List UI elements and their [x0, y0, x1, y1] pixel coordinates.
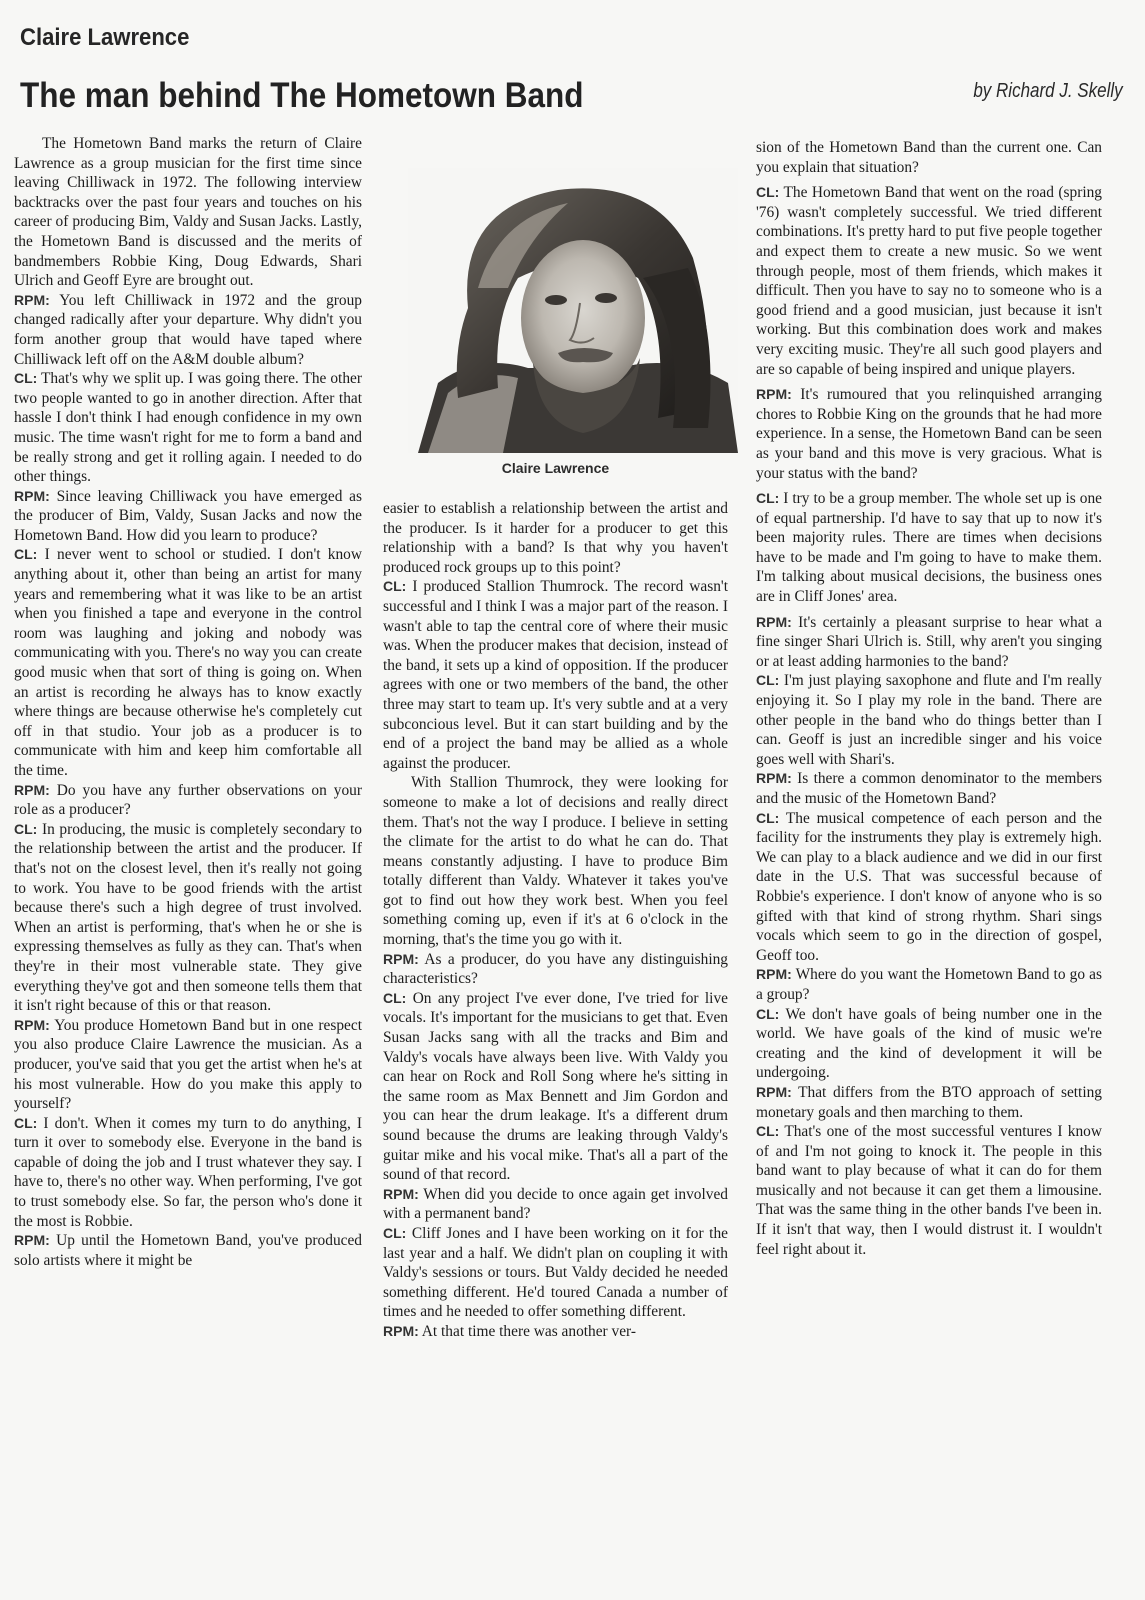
speaker-label: RPM: [756, 770, 792, 787]
article-column-1 [14, 134, 362, 1270]
article-headline: The man behind The Hometown Band [20, 76, 584, 115]
interview-paragraph [756, 1005, 1102, 1083]
speaker-label: CL: [756, 490, 780, 507]
speaker-label: RPM: [383, 1185, 419, 1202]
paragraph-text: At that time there was another ver- [421, 1322, 637, 1340]
paragraph-text: I never went to school or studied. I don't know anything about it, other than being an artist for many years and remembering what it was like to be an artist when you finished a tape and everyone in the control room was laughing and joking and nobody was communicating with you. There's no way you can create good music when that sort of thing is going on. When an artist is recording he always has to know exactly where things are because otherwise he's completely cut off in that studio. Your job as a producer is to communicate with him and keep him comfortable all the time. [14, 546, 362, 779]
speaker-label: RPM: [383, 950, 419, 967]
speaker-label: RPM: [14, 781, 50, 798]
speaker-label: CL: [756, 672, 780, 689]
paragraph-text: Cliff Jones and I have been working on it for the last year and a half. We didn't plan on coupling it with Valdy's sessions or tours. But Valdy decided he needed something different. He'd toured Canada a number of times and he needed to offer something different. [383, 1224, 728, 1321]
interview-paragraph [383, 1185, 728, 1224]
speaker-label: CL: [14, 370, 38, 387]
interview-paragraph [14, 1231, 362, 1270]
paragraph-text: That's why we split up. I was going there. The other two people wanted to go in another direction. After that hassle I don't think I had enough confidence in my own music. The time wasn't right for me to form a band and be really strong and get it rolling again. I needed to do other things. [14, 370, 362, 486]
interview-paragraph [383, 950, 728, 989]
speaker-label: RPM: [14, 487, 50, 504]
speaker-label: CL: [14, 820, 38, 837]
interview-paragraph [756, 1083, 1102, 1122]
portrait-photo [408, 168, 738, 453]
speaker-label: RPM: [756, 1083, 792, 1100]
speaker-label: CL: [756, 809, 780, 826]
speaker-label: CL: [383, 989, 407, 1006]
interview-paragraph [383, 577, 728, 773]
paragraph-text: I'm just playing saxophone and flute and I'm really enjoying it. So I play my role in the band. There are other people in the band who do things better than I can. Geoff is just an incredible singer and his voice goes well with Shari's. [756, 672, 1102, 768]
interview-paragraph [14, 820, 362, 1016]
paragraph-text: I don't. When it comes my turn to do anything, I turn it over to somebody else. Everyone in the band is capable of doing the job and I trust whatever they say. I have to, there's no other way. When performing, I've got to trust somebody else. So far, the person who's done it the most is Robbie. [14, 1114, 362, 1230]
interview-paragraph [756, 965, 1102, 1004]
speaker-label: RPM: [14, 1016, 50, 1033]
interview-paragraph [14, 1114, 362, 1232]
speaker-label: CL: [383, 1224, 407, 1241]
paragraph-text: It's rumoured that you relinquished arranging chores to Robbie King on the grounds that he had more experience. In a sense, the Hometown Band can be seen as your band and this move is very gracious. What is your status with the band? [756, 386, 1102, 482]
interview-paragraph [756, 809, 1102, 966]
paragraph-text: As a producer, do you have any distinguishing characteristics? [383, 950, 728, 988]
paragraph-text: You left Chilliwack in 1972 and the group changed radically after your departure. Why didn't you form another group that would have taped where Chilliwack left off on the A&M double album? [14, 291, 362, 368]
interview-paragraph [756, 769, 1102, 808]
paragraph-text: On any project I've ever done, I've tried for live vocals. It's important for the musicians to get that. Even Susan Jacks sang with all the tracks and Bim and Valdy's vocals have always been live. With Valdy you can hear on Rock and Roll Song where he's sitting in the same room as Max Bennett and Jim Gordon and you can hear the drum leakage. It's a different drum sound because the drums are leaking through Valdy's guitar mike and his vocal mike. That's all a part of the sound of that record. [383, 989, 728, 1184]
interview-paragraph [756, 1122, 1102, 1259]
interview-paragraph [14, 781, 362, 820]
paragraph-text: That's one of the most successful ventures I know of and I'm not going to knock it. The people in this band want to play because of what it can do for them musically and not because it can get them a limousine. That was the same thing in the other bands I've been in. If it isn't that way, then I would distrust it. I wouldn't feel right about it. [756, 1123, 1102, 1258]
paragraph-text: You produce Hometown Band but in one respect you also produce Claire Lawrence the musician. As a producer, you've said that you get the artist when he's at his most vulnerable. How do you make this apply to yourself? [14, 1016, 362, 1113]
interview-paragraph [383, 1224, 728, 1322]
speaker-label: CL: [14, 1114, 38, 1131]
interview-paragraph [14, 1016, 362, 1114]
interview-paragraph [383, 1322, 728, 1342]
interview-paragraph [14, 487, 362, 546]
paragraph-text: Do you have any further observations on your role as a producer? [14, 781, 363, 819]
interview-paragraph [14, 369, 362, 487]
paragraph-text: With Stallion Thumrock, they were looking for someone to make a lot of decisions and really direct them. That's not the way I produce. I believe in setting the climate for the artist to do what he can do. That means constantly adjusting. I have to produce Bim totally different than Valdy. Whatever it takes you've got to find out how they work best. When you feel something coming up, even if it's at 6 o'clock in the morning, that's the time you go with it. [383, 774, 728, 949]
article-kicker: Claire Lawrence [20, 24, 190, 51]
paragraph-text: We don't have goals of being number one in the world. We have goals of the kind of music we're creating and the kind of development it will be undergoing. [756, 1005, 1102, 1082]
speaker-label: RPM: [756, 386, 792, 403]
interview-paragraph [756, 385, 1102, 483]
speaker-label: CL: [756, 184, 780, 201]
interview-paragraph [756, 183, 1102, 379]
paragraph-text: In producing, the music is completely secondary to the relationship between the artist and the producer. If that's not on the closest level, then it's really not going to work. You have to be good friends with the artist because there's such a high degree of trust involved. When an artist is performing, that's when he or she is expressing themselves as fully as they can. That's when they're in their most vulnerable state. They give everything they've got and then someone tells them that it isn't right because of this or that reason. [14, 820, 362, 1015]
speaker-label: CL: [14, 546, 38, 563]
paragraph-text: It's certainly a pleasant surprise to hear what a fine singer Shari Ulrich is. Still, why aren't you singing or at least adding harmonies to the band? [756, 613, 1102, 670]
speaker-label: RPM: [14, 1232, 50, 1249]
portrait-image-icon [408, 168, 738, 453]
interview-paragraph [14, 291, 362, 369]
interview-paragraph [14, 545, 362, 780]
paragraph-text: sion of the Hometown Band than the current one. Can you explain that situation? [756, 139, 1102, 176]
article-column-3 [756, 138, 1102, 1259]
speaker-label: RPM: [756, 613, 792, 630]
paragraph-text: I produced Stallion Thumrock. The record wasn't successful and I think I was a major part of the reason. I wasn't able to tap the central core of where their music was. When the producer makes that decision, instead of the band, it sets up a kind of opposition. If the producer agrees with one or two members of the band, the other three may start to team up. It's very subtle and at a very subconcious level. But it can start building and by the end of a project the band may be allied as a whole against the producer. [383, 578, 728, 772]
paragraph-text: That differs from the BTO approach of setting monetary goals and then marching to them. [756, 1083, 1102, 1121]
article-column-2 [383, 499, 728, 1342]
speaker-label: CL: [756, 1005, 780, 1022]
paragraph-text: The Hometown Band marks the return of Claire Lawrence as a group musician for the first time since leaving Chilliwack in 1972. The following interview backtracks over the past four years and touches on his career of producing Bim, Valdy and Susan Jacks. Lastly, the Hometown Band is discussed and the merits of bandmembers Robbie King, Doug Edwards, Shari Ulrich and Geoff Eyre are brought out. [14, 135, 362, 290]
paragraph-text: Since leaving Chilliwack you have emerged as the producer of Bim, Valdy, Susan Jacks and now the Hometown Band. How did you learn to produce? [14, 487, 362, 544]
paragraph-text: I try to be a group member. The whole set up is one of equal partnership. I'd have to say that up to now it's been majority rules. There are times when decisions have to be made and I'm going to have to make them. I'm talking about musical decisions, the business ones are in Cliff Jones' area. [756, 490, 1102, 606]
interview-paragraph [756, 613, 1102, 672]
photo-caption: Claire Lawrence [501, 460, 610, 476]
interview-paragraph [756, 489, 1102, 607]
speaker-label: RPM: [383, 1322, 419, 1339]
paragraph-text: easier to establish a relationship between the artist and the producer. Is it harder for a producer to get this relationship with a band? Is that why you haven't produced rock groups up to this point? [383, 500, 728, 576]
interview-paragraph [756, 671, 1102, 769]
body-paragraph [383, 499, 728, 577]
paragraph-text: Where do you want the Hometown Band to go as a group? [756, 966, 1102, 1003]
body-paragraph [756, 138, 1102, 177]
interview-paragraph [383, 989, 728, 1185]
paragraph-text: Up until the Hometown Band, you've produced solo artists where it might be [14, 1232, 362, 1269]
paragraph-text: Is there a common denominator to the members and the music of the Hometown Band? [756, 770, 1102, 807]
paragraph-text: The Hometown Band that went on the road (spring '76) wasn't completely successful. We tried different combinations. It's pretty hard to put five people together and expect them to create a new music. So we went through people, most of them friends, which makes it difficult. Then you have to say no to someone who is a good friend and a good musician, just because it isn't working. But this combination does work and makes very exciting music. They're all such good players and are so capable of being inspired and unique players. [756, 184, 1102, 378]
article-byline: by Richard J. Skelly [973, 80, 1123, 102]
body-paragraph [383, 773, 728, 949]
paragraph-text: The musical competence of each person and the facility for the instruments they play is extremely high. We can play to a black audience and we did in our first date in the U.S. That was successful because of Robbie's experience. I don't know of anyone who is so gifted with that kind of strong rhythm. Shari sings vocals which seem to go in the direction of gospel, Geoff too. [756, 809, 1102, 964]
paragraph-text: When did you decide to once again get involved with a permanent band? [383, 1185, 728, 1223]
speaker-label: RPM: [14, 291, 50, 308]
body-paragraph [14, 134, 362, 291]
speaker-label: CL: [756, 1123, 780, 1140]
speaker-label: CL: [383, 578, 407, 595]
speaker-label: RPM: [756, 966, 792, 983]
